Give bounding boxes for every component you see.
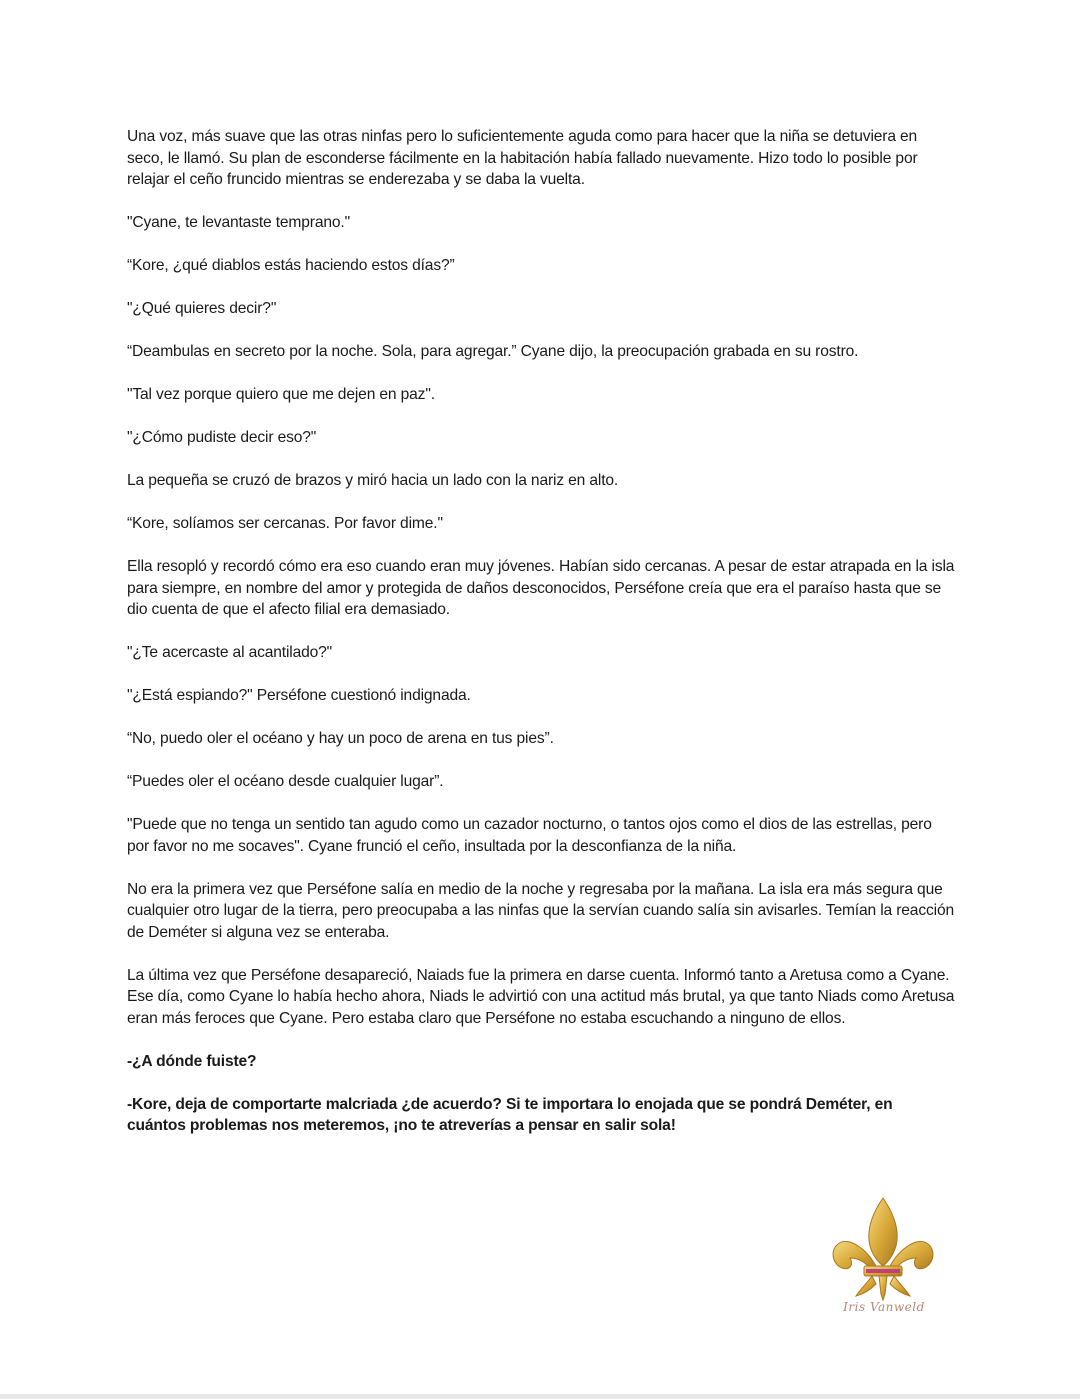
paragraph-5: “Deambulas en secreto por la noche. Sola, para agregar.” Cyane dijo, la preocupación grabada en su rostro. [127, 343, 859, 360]
paragraph-11: "¿Te acercaste al acantilado?" [127, 644, 333, 661]
paragraph-17: La última vez que Perséfone desapareció, Naiads fue la primera en darse cuenta. Informó tanto a Aretusa como a Cyane. Ese día, como Cyane lo había hecho ahora, Niads le advirtió con una actitud más brutal, ya que tanto Niads como Aretusa eran más feroces que Cyane. Pero estaba claro que Perséfone no estaba escuchando a ninguno de ellos. [127, 966, 955, 1027]
paragraph-10: Ella resopló y recordó cómo era eso cuando eran muy jóvenes. Habían sido cercanas. A pesar de estar atrapada en la isla para siempre, en nombre del amor y protegida de daños desconocidos, Perséfone creía que era el paraíso hasta que se dio cuenta de que el afecto filial era demasiado. [127, 558, 955, 618]
paragraph-12: "¿Está espiando?" Perséfone cuestionó indignada. [127, 687, 471, 704]
paragraph-8: La pequeña se cruzó de brazos y miró hacia un lado con la nariz en alto. [127, 472, 619, 489]
paragraph-15: "Puede que no tenga un sentido tan agudo como un cazador nocturno, o tantos ojos como el dios de las estrellas, pero por favor no me socaves". Cyane frunció el ceño, insultada por la desconfianza de la niña. [127, 816, 932, 855]
document-body [127, 126, 955, 1158]
paragraph-13: “No, puedo oler el océano y hay un poco de arena en tus pies”. [127, 730, 554, 747]
paragraph-14: “Puedes oler el océano desde cualquier lugar”. [127, 773, 444, 790]
paragraph-16: No era la primera vez que Perséfone salía en medio de la noche y regresaba por la mañana. La isla era más segura que cualquier otro lugar de la tierra, pero preocupaba a las ninfas que la servían cuando salía sin avisarles. Temían la reacción de Deméter si alguna vez se enteraba. [127, 880, 954, 941]
paragraph-3: “Kore, ¿qué diablos estás haciendo estos días?” [127, 257, 455, 274]
paragraph-9: “Kore, solíamos ser cercanas. Por favor dime." [127, 515, 443, 532]
paragraph-6: "Tal vez porque quiero que me dejen en paz". [127, 386, 435, 403]
page-bottom-border [0, 1394, 1080, 1399]
paragraph-4: "¿Qué quieres decir?" [127, 300, 277, 317]
author-signature: Iris Vanweld [843, 1300, 925, 1314]
paragraph-2: "Cyane, te levantaste temprano." [127, 214, 350, 231]
paragraph-7: "¿Cómo pudiste decir eso?" [127, 429, 317, 446]
paragraph-1: Una voz, más suave que las otras ninfas pero lo suficientemente aguda como para hacer que la niña se detuviera en seco, le llamó. Su plan de esconderse fácilmente en la habitación había fallado nuevamente. Hizo todo lo posible por relajar el ceño fruncido mientras se enderezaba y se daba la vuelta. [127, 128, 918, 188]
paragraph-19: -Kore, deja de comportarte malcriada ¿de acuerdo? Si te importara lo enojada que se pondrá Deméter, en cuántos problemas nos meteremos, ¡no te atreverías a pensar en salir sola! [127, 1095, 893, 1134]
paragraph-18: -¿A dónde fuiste? [127, 1052, 257, 1070]
